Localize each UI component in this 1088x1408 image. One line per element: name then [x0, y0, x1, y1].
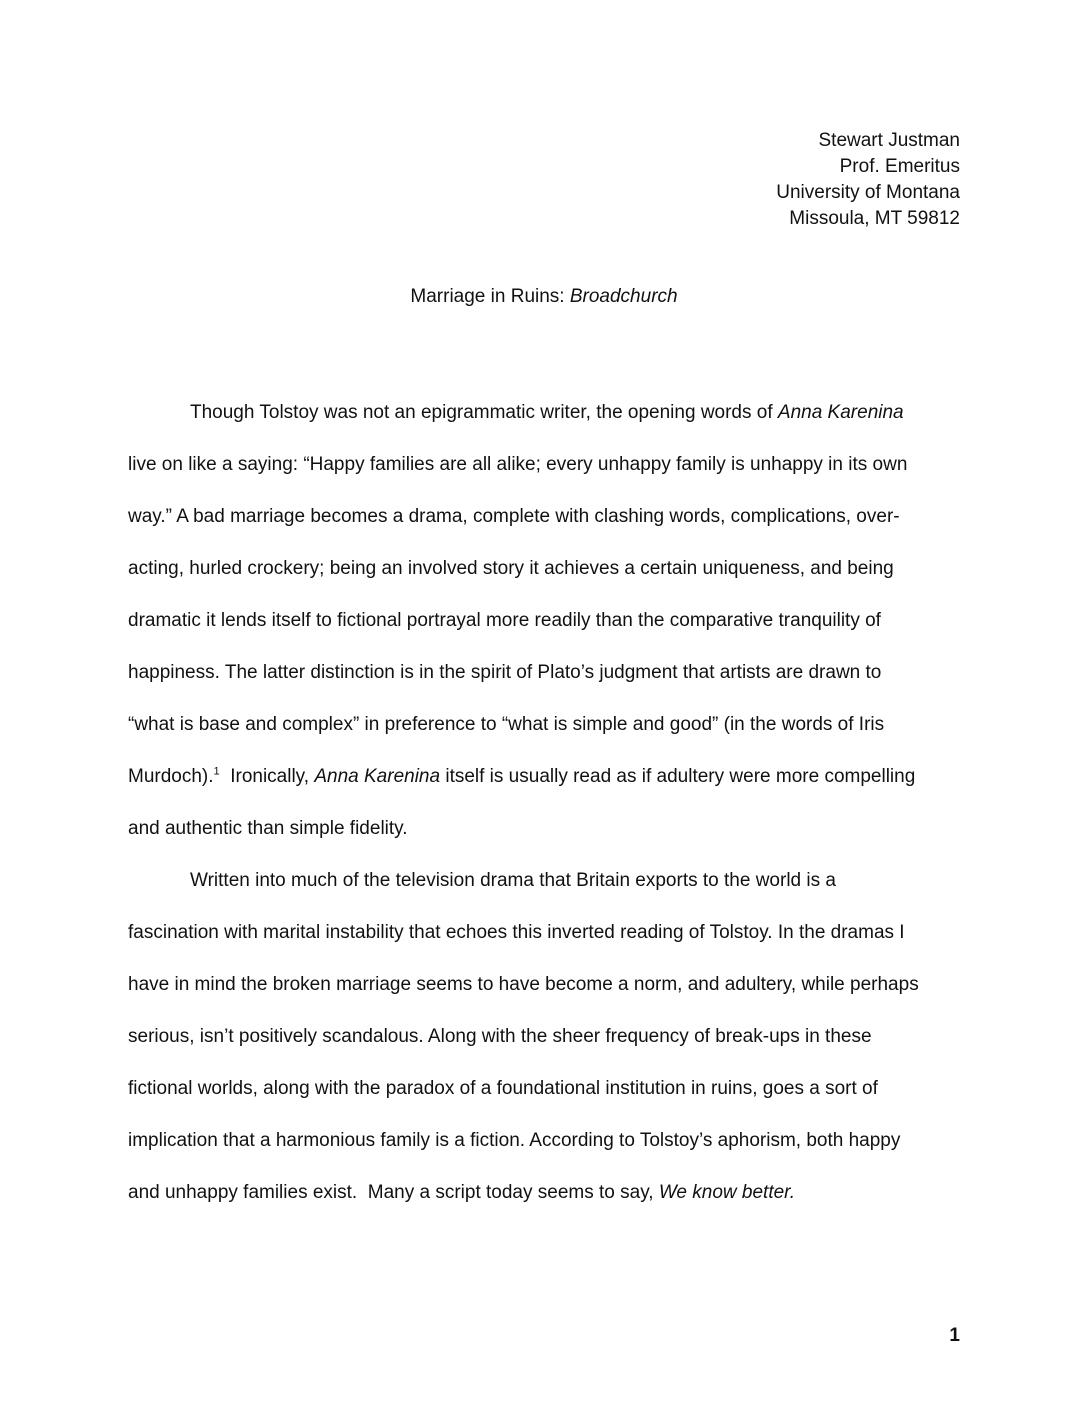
paragraph-2-line-3: have in mind the broken marriage seems to have become a norm, and adultery, while perhaps: [128, 974, 919, 995]
body-text: [128, 387, 960, 1219]
italic-title: Anna Karenina: [314, 766, 441, 787]
paragraph-1-line-6: happiness. The latter distinction is in the spirit of Plato’s judgment that artists are drawn to: [128, 662, 882, 683]
paragraph-2-line-2: fascination with marital instability that echoes this inverted reading of Tolstoy. In the dramas I: [128, 922, 905, 943]
author-location: Missoula, MT 59812: [789, 208, 960, 229]
paragraph-2-line-5: fictional worlds, along with the paradox of a foundational institution in ruins, goes a sort of: [128, 1078, 878, 1099]
paragraph-2-line-7: [128, 1167, 960, 1219]
paragraph-1-line-8: [128, 751, 960, 803]
paragraph-1-line-4: acting, hurled crockery; being an involved story it achieves a certain uniqueness, and being: [128, 558, 894, 579]
paragraph-1-line-3: way.” A bad marriage becomes a drama, complete with clashing words, complications, over-: [128, 506, 900, 527]
text-span: Ironically,: [219, 766, 315, 787]
author-title: Prof. Emeritus: [839, 156, 960, 177]
paragraph-1-line-9: and authentic than simple fidelity.: [128, 818, 408, 839]
paragraph-2-line-4: serious, isn’t positively scandalous. Along with the sheer frequency of break-ups in these: [128, 1026, 872, 1047]
paragraph-1-line-1: [128, 387, 960, 439]
italic-phrase: We know better.: [658, 1182, 796, 1203]
essay-title: [0, 284, 1088, 310]
essay-title-italic: Broadchurch: [569, 286, 678, 307]
italic-title: Anna Karenina: [777, 402, 904, 423]
text-span: and unhappy families exist. Many a script today seems to say,: [128, 1182, 659, 1203]
paragraph-1-line-7: “what is base and complex” in preference to “what is simple and good” (in the words of Iris: [128, 714, 885, 735]
paragraph-1-line-5: dramatic it lends itself to fictional portrayal more readily than the comparative tranquility of: [128, 610, 881, 631]
paragraph-1-line-2: live on like a saying: “Happy families are all alike; every unhappy family is unhappy in its own: [128, 454, 908, 475]
essay-title-prefix: Marriage in Ruins:: [410, 286, 570, 307]
page-number: 1: [949, 1325, 960, 1346]
text-span: Murdoch).: [128, 766, 214, 787]
paragraph-2-line-6: implication that a harmonious family is a fiction. According to Tolstoy’s aphorism, both happy: [128, 1130, 901, 1151]
author-name: Stewart Justman: [818, 130, 960, 151]
text-span: itself is usually read as if adultery were more compelling: [440, 766, 916, 787]
footnote-marker: 1: [213, 765, 220, 778]
text-span: Though Tolstoy was not an epigrammatic writer, the opening words of: [190, 402, 778, 423]
paragraph-2-line-1: Written into much of the television drama that Britain exports to the world is a: [190, 870, 836, 891]
author-institution: University of Montana: [776, 182, 960, 203]
author-block: [776, 128, 960, 232]
